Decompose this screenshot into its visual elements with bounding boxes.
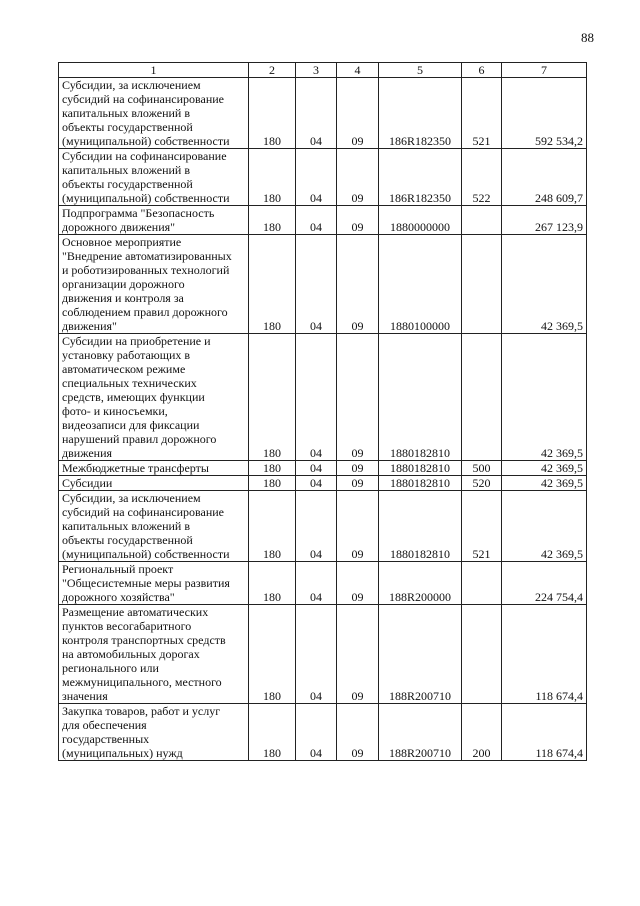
row-code-6: 521: [462, 491, 502, 562]
row-amount: 42 369,5: [502, 334, 587, 461]
row-code-6: [462, 605, 502, 704]
row-code-6: 522: [462, 149, 502, 206]
column-header: 3: [296, 63, 337, 78]
row-code-2: 180: [249, 78, 296, 149]
row-code-3: 04: [296, 334, 337, 461]
row-code-2: 180: [249, 334, 296, 461]
row-amount: 42 369,5: [502, 476, 587, 491]
row-code-6: [462, 334, 502, 461]
budget-table: [58, 62, 587, 761]
row-name: Размещение автоматических пунктов весогабаритного контроля транспортных средств на автомобильных дорогах регионального или межмуниципального, местного значения: [59, 605, 249, 704]
row-name: Субсидии, за исключением субсидий на софинансирование капитальных вложений в объекты государственной (муниципальной) собственности: [59, 78, 249, 149]
row-code-5: 1880182810: [379, 491, 462, 562]
row-code-3: 04: [296, 476, 337, 491]
row-code-3: 04: [296, 206, 337, 235]
row-code-5: 1880000000: [379, 206, 462, 235]
column-header: 7: [502, 63, 587, 78]
table-row: [59, 334, 587, 461]
row-code-6: 521: [462, 78, 502, 149]
row-amount: 42 369,5: [502, 491, 587, 562]
row-code-3: 04: [296, 605, 337, 704]
column-header: 6: [462, 63, 502, 78]
row-code-2: 180: [249, 476, 296, 491]
column-header: 5: [379, 63, 462, 78]
row-code-2: 180: [249, 461, 296, 476]
row-code-6: 200: [462, 704, 502, 761]
row-amount: 248 609,7: [502, 149, 587, 206]
row-code-3: 04: [296, 149, 337, 206]
row-code-6: [462, 206, 502, 235]
row-code-4: 09: [337, 78, 379, 149]
row-code-5: 1880100000: [379, 235, 462, 334]
table-row: [59, 461, 587, 476]
row-amount: 267 123,9: [502, 206, 587, 235]
row-code-6: [462, 235, 502, 334]
row-amount: 118 674,4: [502, 704, 587, 761]
row-name: Субсидии на приобретение и установку работающих в автоматическом режиме специальных технических средств, имеющих функции фото- и киносъемки, видеозаписи для фиксации нарушений правил дорожного движения: [59, 334, 249, 461]
row-code-5: 1880182810: [379, 334, 462, 461]
row-code-4: 09: [337, 562, 379, 605]
table-row: [59, 149, 587, 206]
row-code-3: 04: [296, 235, 337, 334]
row-code-2: 180: [249, 149, 296, 206]
row-amount: 592 534,2: [502, 78, 587, 149]
column-header: 1: [59, 63, 249, 78]
row-name: Субсидии: [59, 476, 249, 491]
table-row: [59, 605, 587, 704]
row-name: Закупка товаров, работ и услуг для обеспечения государственных (муниципальных) нужд: [59, 704, 249, 761]
table-row: [59, 476, 587, 491]
table-row: [59, 78, 587, 149]
table-row: [59, 206, 587, 235]
column-header: 2: [249, 63, 296, 78]
row-code-4: 09: [337, 334, 379, 461]
row-name: Межбюджетные трансферты: [59, 461, 249, 476]
row-code-4: 09: [337, 461, 379, 476]
row-code-6: 500: [462, 461, 502, 476]
row-name: Подпрограмма "Безопасность дорожного движения": [59, 206, 249, 235]
row-amount: 42 369,5: [502, 461, 587, 476]
row-amount: 118 674,4: [502, 605, 587, 704]
table-row: [59, 491, 587, 562]
row-code-5: 1880182810: [379, 476, 462, 491]
row-amount: 42 369,5: [502, 235, 587, 334]
row-code-4: 09: [337, 149, 379, 206]
row-code-5: 188R200000: [379, 562, 462, 605]
row-name: Основное мероприятие "Внедрение автоматизированных и роботизированных технологий организации дорожного движения и контроля за соблюдением правил дорожного движения": [59, 235, 249, 334]
row-code-3: 04: [296, 491, 337, 562]
row-code-5: 188R200710: [379, 704, 462, 761]
row-code-5: 1880182810: [379, 461, 462, 476]
page-number: 88: [581, 30, 594, 45]
row-code-4: 09: [337, 476, 379, 491]
table-row: [59, 562, 587, 605]
row-code-4: 09: [337, 235, 379, 334]
row-code-3: 04: [296, 704, 337, 761]
row-code-2: 180: [249, 235, 296, 334]
column-header: 4: [337, 63, 379, 78]
row-name: Субсидии, за исключением субсидий на софинансирование капитальных вложений в объекты государственной (муниципальной) собственности: [59, 491, 249, 562]
row-code-2: 180: [249, 704, 296, 761]
row-code-4: 09: [337, 605, 379, 704]
row-code-5: 186R182350: [379, 78, 462, 149]
row-code-2: 180: [249, 206, 296, 235]
row-code-4: 09: [337, 206, 379, 235]
row-code-6: [462, 562, 502, 605]
row-code-5: 186R182350: [379, 149, 462, 206]
row-code-2: 180: [249, 491, 296, 562]
row-code-6: 520: [462, 476, 502, 491]
row-code-2: 180: [249, 605, 296, 704]
row-code-4: 09: [337, 491, 379, 562]
table-row: [59, 235, 587, 334]
row-code-4: 09: [337, 704, 379, 761]
header-row: [59, 63, 587, 78]
row-amount: 224 754,4: [502, 562, 587, 605]
row-name: Субсидии на софинансирование капитальных вложений в объекты государственной (муниципальной) собственности: [59, 149, 249, 206]
row-code-5: 188R200710: [379, 605, 462, 704]
row-code-2: 180: [249, 562, 296, 605]
row-code-3: 04: [296, 78, 337, 149]
row-code-3: 04: [296, 461, 337, 476]
row-code-3: 04: [296, 562, 337, 605]
table-row: [59, 704, 587, 761]
row-name: Региональный проект "Общесистемные меры развития дорожного хозяйства": [59, 562, 249, 605]
